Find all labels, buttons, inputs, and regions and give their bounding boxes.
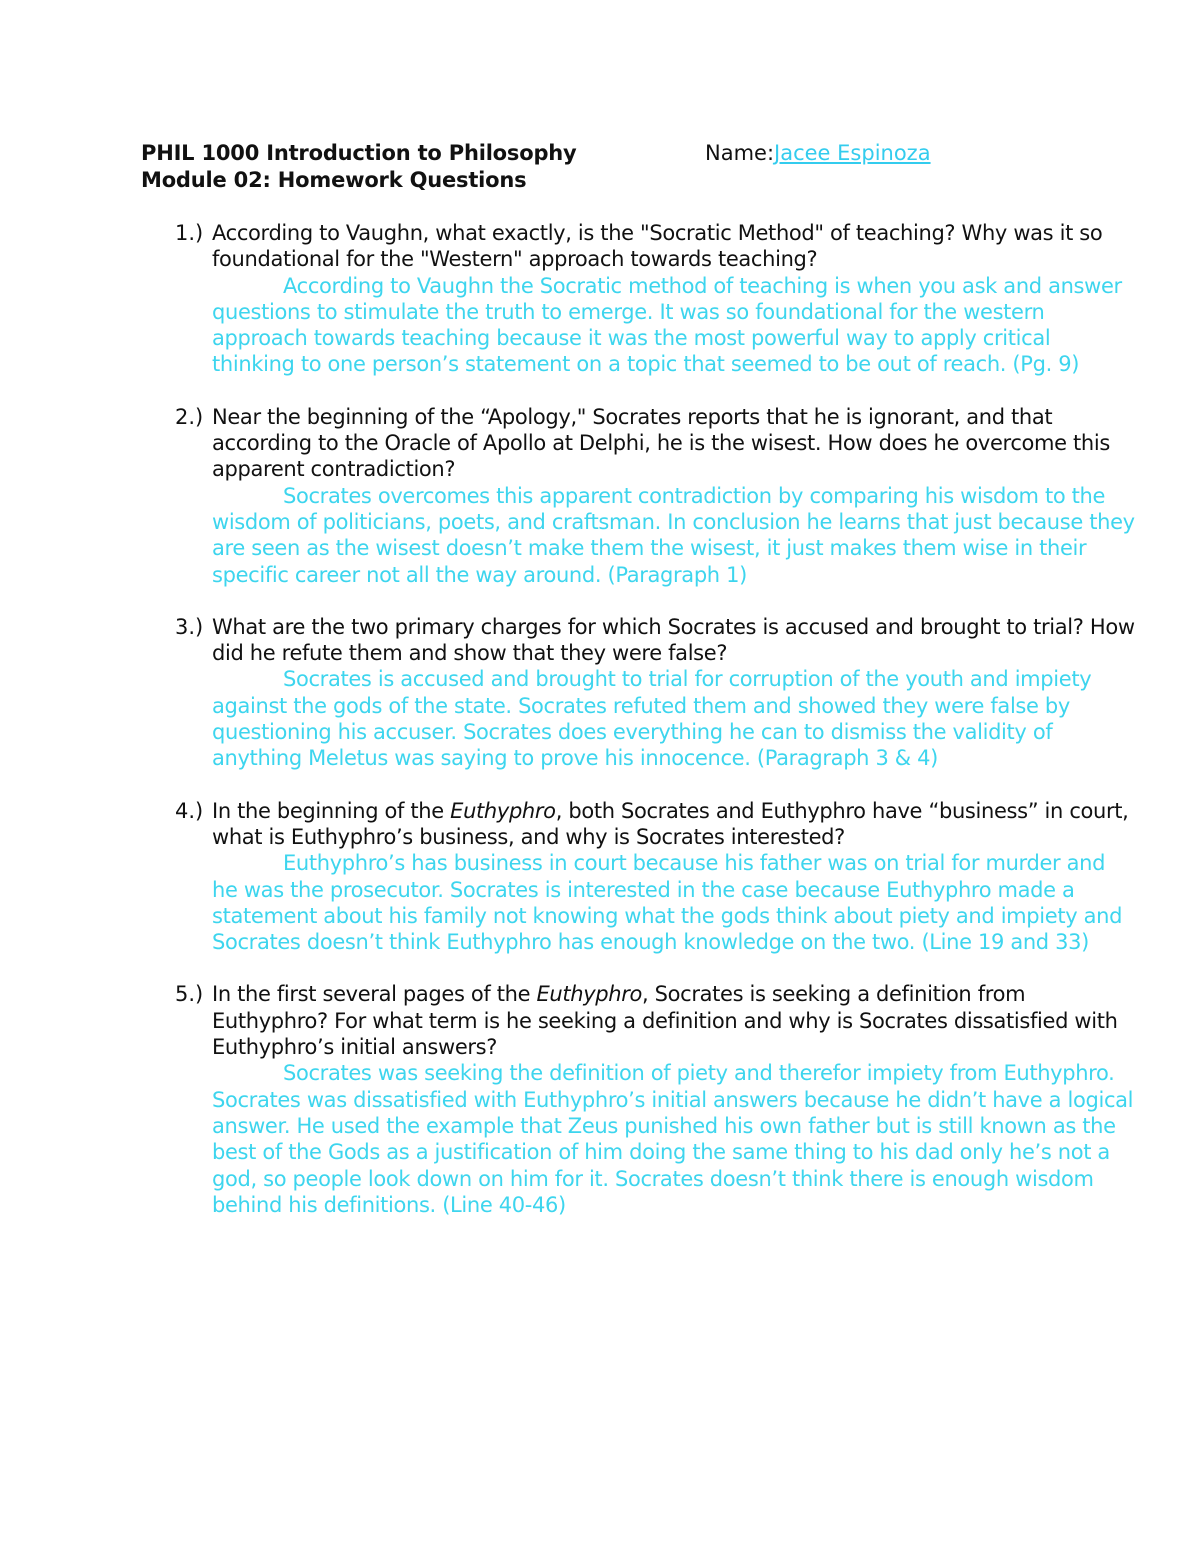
- student-name[interactable]: Jacee Espinoza: [774, 141, 931, 165]
- question-item-3: [175, 614, 1135, 772]
- question-text-post: , both Socrates and Euthyphro have “business” in court, what is Euthyphro’s business, and why is Socrates interested?: [212, 798, 1129, 849]
- question-text: According to Vaughn, what exactly, is the "Socratic Method" of teaching? Why was it so foundational for the "Western" approach towards teaching?: [212, 221, 1103, 272]
- question-list: [175, 220, 1135, 1244]
- question-text: [212, 798, 1135, 851]
- question-number: 3.): [175, 614, 204, 639]
- question-number: 1.): [175, 221, 204, 245]
- question-item-5: [175, 981, 1135, 1218]
- answer-text: Socrates is accused and brought to trial for corruption of the youth and impiety against the gods of the state. Socrates refuted them and showed they were false by questioning his accuser. Socrates does everything he can to dismiss the validity of anything Meletus was saying to prove his innocence. (Paragraph 3 & 4): [212, 667, 1092, 771]
- module-title: Module 02: Homework Questions: [141, 168, 527, 192]
- question-number: 5.): [175, 982, 204, 1007]
- question-text: What are the two primary charges for which Socrates is accused and brought to trial? How did he refute them and show that they were false?: [212, 614, 1135, 666]
- document-header: [141, 140, 1141, 194]
- course-title: PHIL 1000 Introduction to Philosophy: [141, 141, 577, 165]
- question-text: [212, 981, 1135, 1060]
- question-item-2: [175, 404, 1135, 588]
- name-field: [705, 140, 931, 167]
- question-text-post: , Socrates is seeking a definition from Euthyphro? For what term is he seeking a definition and why is Socrates dissatisfied with Euthyphro’s initial answers?: [212, 982, 1118, 1060]
- answer-text: Euthyphro’s has business in court because his father was on trial for murder and he was the prosecutor. Socrates is interested in the case because Euthyphro made a statement about his family not knowing what the gods think about piety and impiety and Socrates doesn’t think Euthyphro has enough knowledge on the two. (Line 19 and 33): [212, 851, 1123, 955]
- work-title: Euthyphro: [536, 982, 643, 1007]
- question-text-pre: In the first several pages of the: [212, 982, 537, 1007]
- answer-text: Socrates overcomes this apparent contradiction by comparing his wisdom to the wisdom of politicians, poets, and craftsman. In conclusion he learns that just because they are seen as the wisest doesn’t make them the wisest, it just makes them wise in their specific career not all the way around. (Paragraph 1): [212, 483, 1135, 587]
- name-label: Name:: [705, 141, 775, 165]
- question-item-4: [175, 798, 1135, 956]
- question-item-1: [175, 220, 1135, 378]
- question-text-pre: In the beginning of the: [212, 798, 451, 823]
- question-number: 4.): [175, 798, 204, 823]
- work-title: Euthyphro: [450, 798, 556, 823]
- question-number: 2.): [175, 404, 204, 429]
- answer-text: According to Vaughn the Socratic method of teaching is when you ask and answer questions to stimulate the truth to emerge. It was so foundational for the western approach towards teaching because it was the most powerful way to apply critical thinking to one person’s statement on a topic that seemed to be out of reach. (Pg. 9): [212, 273, 1122, 377]
- question-text: Near the beginning of the “Apology," Socrates reports that he is ignorant, and that according to the Oracle of Apollo at Delphi, he is the wisest. How does he overcome this apparent contradiction?: [212, 404, 1110, 482]
- answer-text: Socrates was seeking the definition of piety and therefor impiety from Euthyphro. Socrates was dissatisfied with Euthyphro’s initial answers because he didn’t have a logical answer. He used the example that Zeus punished his own father but is still known as the best of the Gods as a justification of him doing the same thing to his dad only he’s not a god, so people look down on him for it. Socrates doesn’t think there is enough wisdom behind his definitions. (Line 40-46): [212, 1061, 1134, 1217]
